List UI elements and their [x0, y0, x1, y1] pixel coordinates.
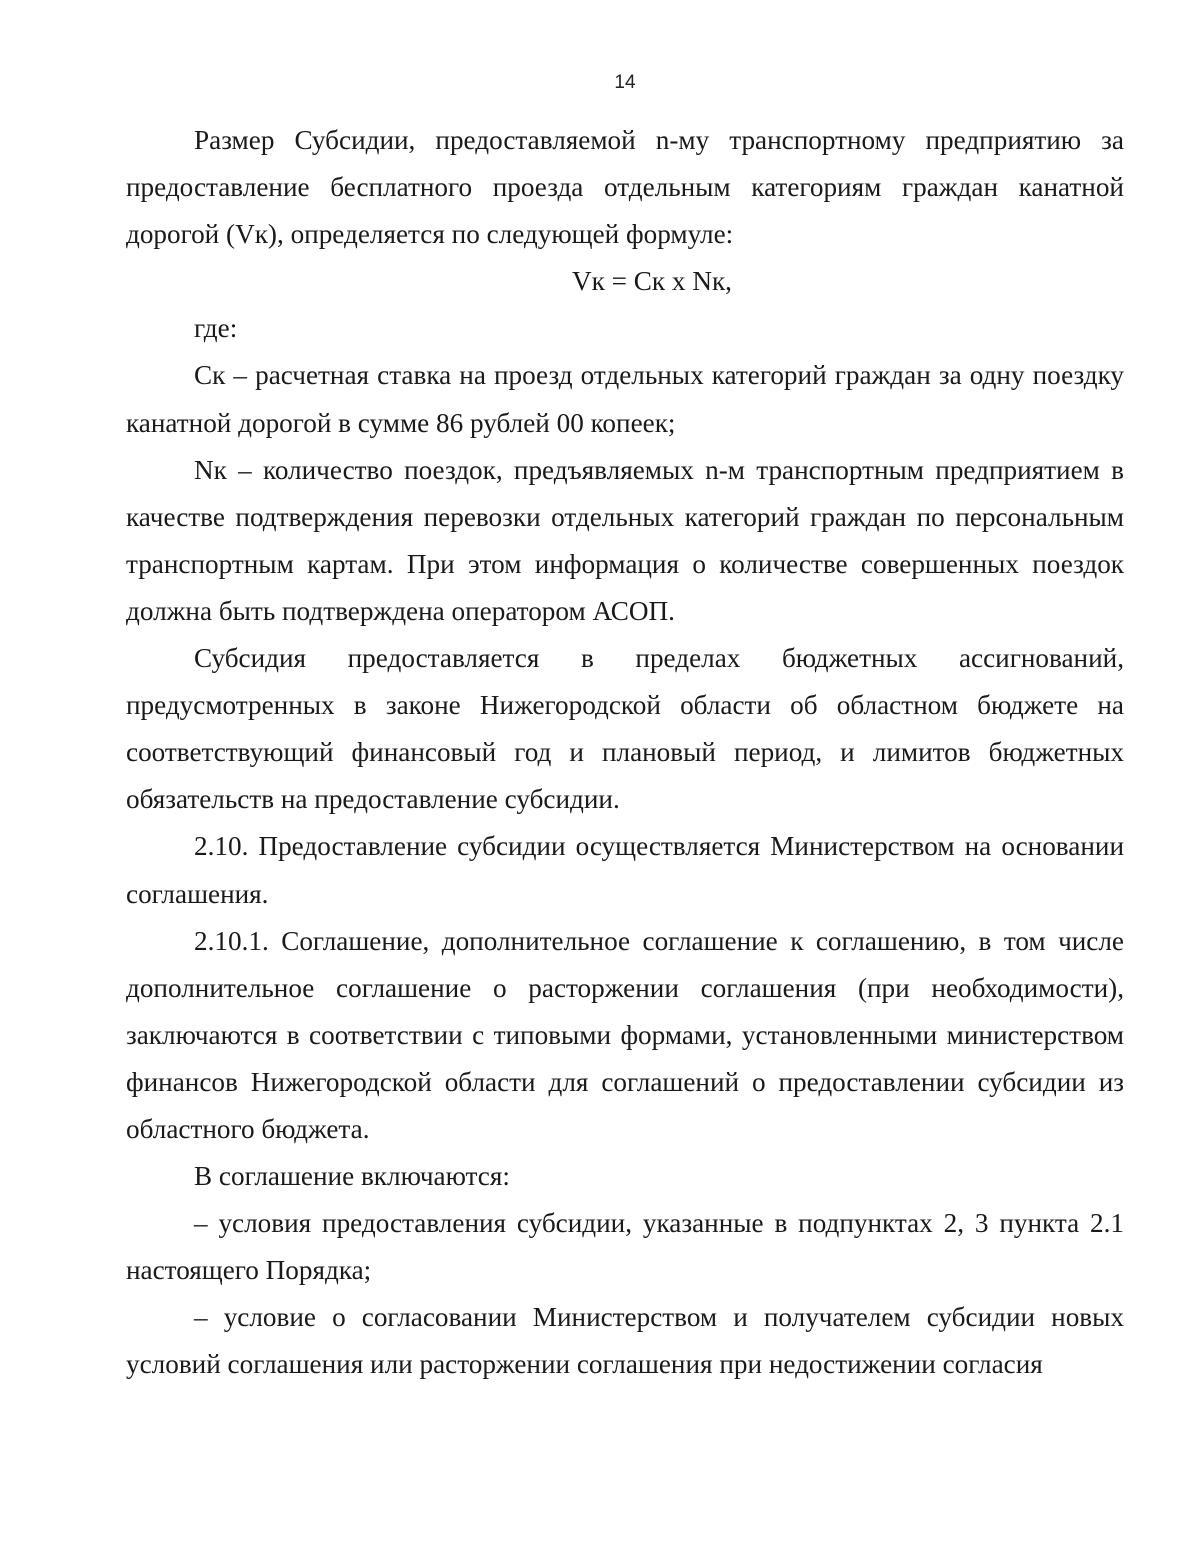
list-item-agreement-change: – условие о согласовании Министерством и получателем субсидии новых условий соглашения или расторжении соглашения при недостижении согласия	[126, 1302, 1124, 1380]
paragraph-2-10-1: 2.10.1. Соглашение, дополнительное соглашение к соглашению, в том числе дополнительное соглашение о расторжении соглашения (при необходимости), заключаются в соответствии с типовыми формами, установленными министерством финансов Нижегородской области для соглашений о предоставлении субсидии из областного бюджета.	[126, 925, 1124, 1144]
paragraph-budget-limits: Субсидия предоставляется в пределах бюджетных ассигнований, предусмотренных в законе Нижегородской области об областном бюджете на соответствующий финансовый год и плановый период, и лимитов бюджетных обязательств на предоставление субсидии.	[126, 643, 1124, 815]
paragraph-agreement-includes: В соглашение включаются:	[194, 1161, 510, 1192]
paragraph-2-10: 2.10. Предоставление субсидии осуществляется Министерством на основании соглашения.	[126, 831, 1124, 909]
formula: Vк = Ск х Nк,	[572, 266, 732, 297]
document-body	[126, 117, 1124, 1389]
paragraph-where: где:	[194, 313, 238, 344]
list-item-conditions: – условия предоставления субсидии, указанные в подпунктах 2, 3 пункта 2.1 настоящего Порядка;	[126, 1208, 1124, 1286]
paragraph-ck-definition: Ск – расчетная ставка на проезд отдельных категорий граждан за одну поездку канатной дорогой в сумме 86 рублей 00 копеек;	[126, 360, 1124, 438]
paragraph-nk-definition: Nк – количество поездок, предъявляемых n-м транспортным предприятием в качестве подтверждения перевозки отдельных категорий граждан по персональным транспортным картам. При этом информация о количестве совершенных поездок должна быть подтверждена оператором АСОП.	[126, 454, 1124, 626]
paragraph-subsidy-size: Размер Субсидии, предоставляемой n-му транспортному предприятию за предоставление бесплатного проезда отдельным категориям граждан канатной дорогой (Vк), определяется по следующей формуле:	[126, 125, 1124, 250]
page-number: 14	[614, 72, 636, 93]
